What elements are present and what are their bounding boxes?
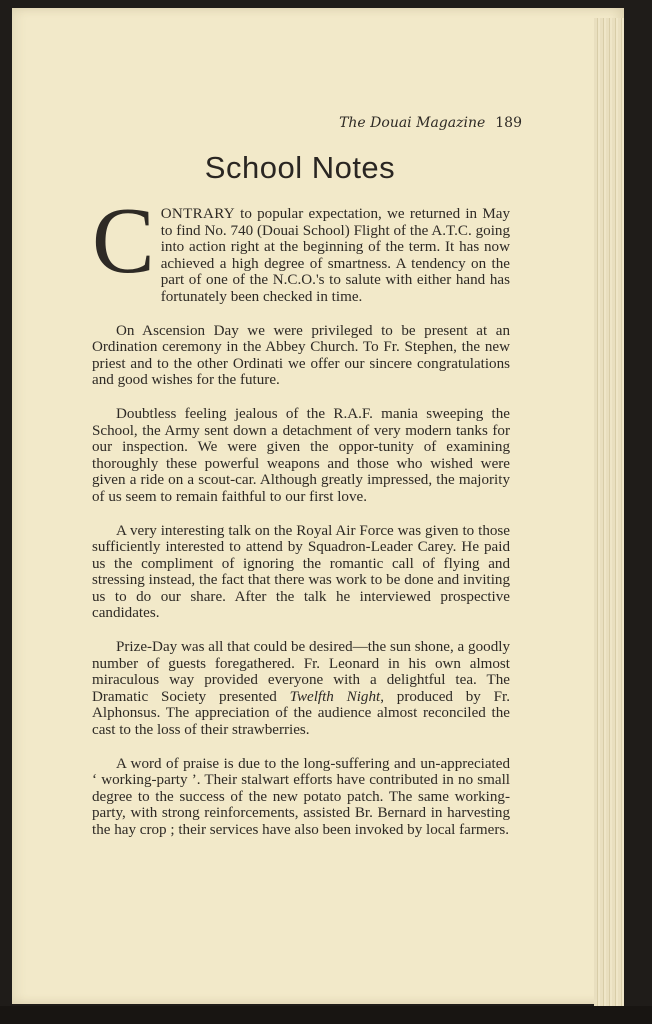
paragraph-1 (92, 189, 510, 306)
paragraph-2 (92, 323, 510, 389)
paragraph-text: A very interesting talk on the Royal Air Force was given to those sufficiently interested to attend by Squadron-Leader Carey. He paid us the compliment of ignoring the romantic call of flying and stressing instead, the fact that there was work to be done and inviting us to do our share. After the talk he interviewed prospective candidates. (92, 522, 510, 622)
scan-bottom-edge (0, 1006, 652, 1024)
paragraph-3 (92, 406, 510, 506)
paragraph-4 (92, 523, 510, 623)
paragraph-text: A word of praise is due to the long-suffering and un-appreciated ‘ working-party ’. Their stalwart efforts have contributed in no small degree to the success of the new potato patch. The same working-party, with strong reinforcements, assisted Br. Bernard in harvesting the hay crop ; their services have also been invoked by local farmers. (92, 755, 510, 838)
paragraph-text: Doubtless feeling jealous of the R.A.F. mania sweeping the School, the Army sent down a detachment of very modern tanks for our inspection. We were given the oppor-tunity of examining thoroughly these powerful weapons and those who wished were given a ride on a scout-car. Although greatly impressed, the majority of us seem to remain faithful to our first love. (92, 405, 510, 505)
play-title: Twelfth Night (289, 688, 381, 705)
paragraph-text: , produced by Fr. Alphonsus. The appreciation of the audience almost reconciled the cast to the loss of their strawberries. (92, 688, 510, 739)
page-edges (594, 18, 624, 1008)
running-head (332, 115, 522, 131)
drop-cap: C (92, 189, 155, 293)
page-number: 189 (495, 115, 522, 131)
paragraph-text: On Ascension Day we were privileged to be present at an Ordination ceremony in the Abbey Church. To Fr. Stephen, the new priest and to the other Ordinati we offer our sincere congratulations and good wishes for the future. (92, 322, 510, 389)
paragraph-6 (92, 756, 510, 839)
paragraph-text: Prize-Day was all that could be desired—the sun shone, a goodly number of guests foregathered. Fr. Leonard in his own almost miraculous way provided everyone with a delightful tea. The Dramatic Society presented (92, 639, 510, 705)
article-body (92, 189, 510, 856)
paragraph-5 (92, 639, 510, 739)
magazine-name: The Douai Magazine (339, 115, 486, 131)
lead-word: ONTRARY (160, 206, 235, 222)
paragraph-text: to popular expectation, we returned in May to find No. 740 (Douai School) Flight of the A.T.C. going into action right at the beginning of the term. It has now achieved a high degree of smartness. A tendency on the part of one of the N.C.O.'s to salute with either hand has fortunately been checked in time. (160, 206, 510, 305)
article-title: School Notes (204, 150, 396, 185)
